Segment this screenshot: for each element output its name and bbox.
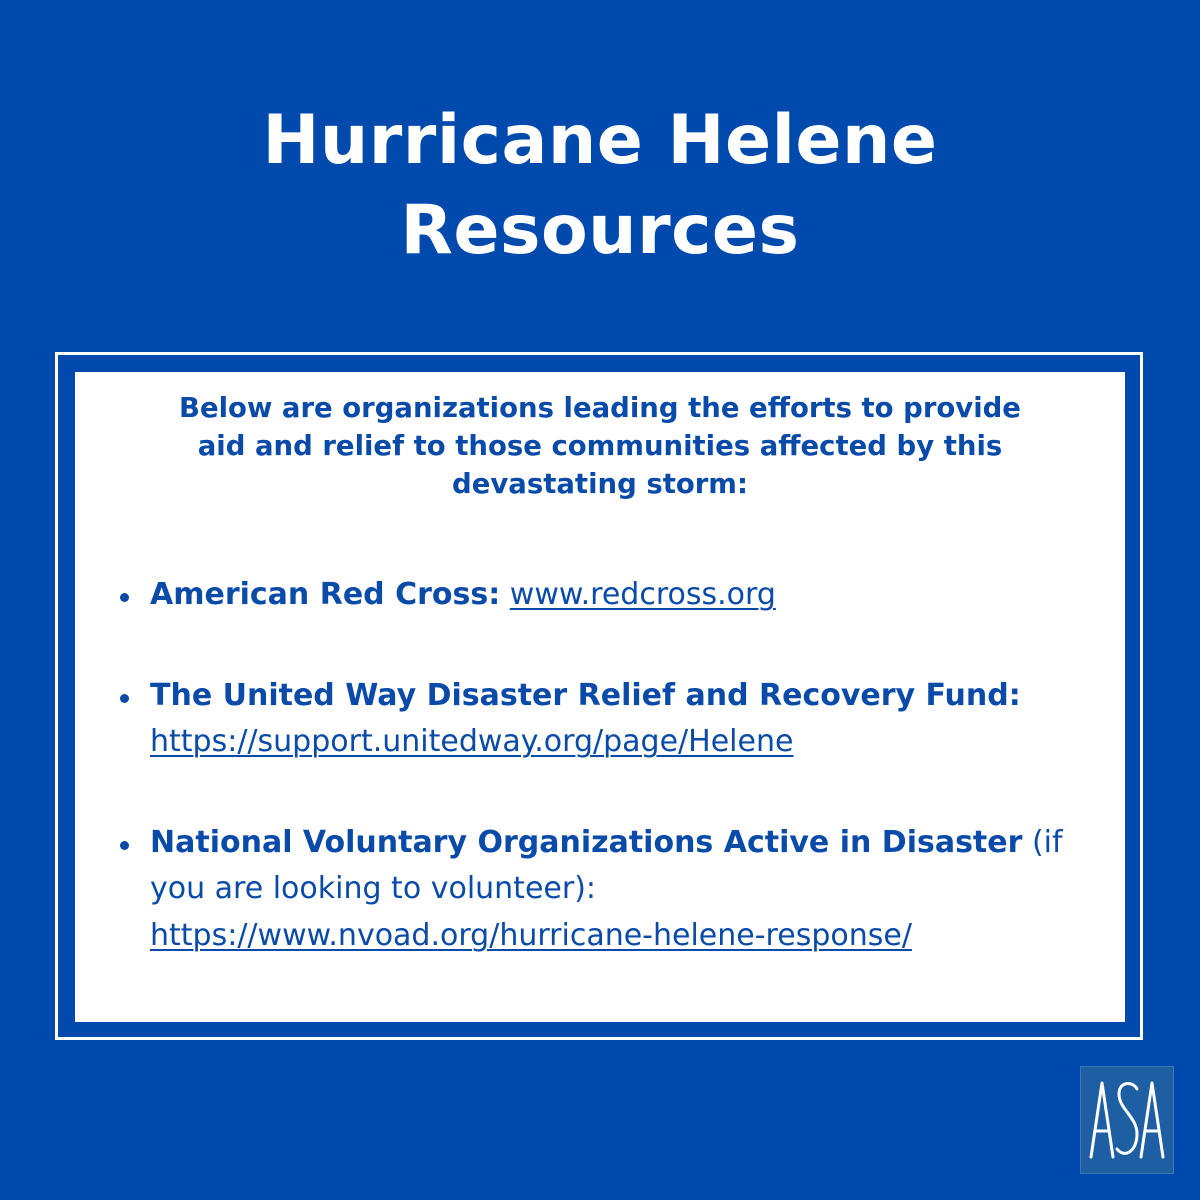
resources-card <box>75 372 1125 1022</box>
united-way-link[interactable]: https://support.unitedway.org/page/Helene <box>150 724 794 759</box>
resource-list <box>150 572 1110 1013</box>
title-line-2: Resources <box>400 191 800 271</box>
page-title <box>0 96 1200 277</box>
resource-note: (if you are looking to volunteer): <box>150 824 1063 906</box>
resource-united-way <box>150 673 1110 766</box>
bullet-dot <box>120 694 129 703</box>
resource-nvoad <box>150 820 1110 960</box>
intro-text <box>87 389 1113 504</box>
asa-logo-mark-icon <box>1081 1067 1173 1173</box>
bullet-dot <box>120 841 129 850</box>
resource-name: National Voluntary Organizations Active in Disaster <box>150 824 1023 860</box>
intro-line-1: Below are organizations leading the efforts to provide <box>179 392 1021 424</box>
nvoad-link[interactable]: https://www.nvoad.org/hurricane-helene-response/ <box>150 917 912 953</box>
title-line-1: Hurricane Helene <box>262 101 938 180</box>
asa-logo <box>1080 1066 1174 1174</box>
intro-line-3: devastating storm: <box>452 468 748 501</box>
resource-red-cross <box>150 572 1110 619</box>
intro-line-2: aid and relief to those communities affected by this <box>197 430 1003 463</box>
resource-name: American Red Cross: <box>150 577 501 612</box>
bullet-dot <box>120 593 129 602</box>
red-cross-link[interactable]: www.redcross.org <box>509 577 776 612</box>
resource-name: The United Way Disaster Relief and Recovery Fund: <box>150 677 1021 713</box>
